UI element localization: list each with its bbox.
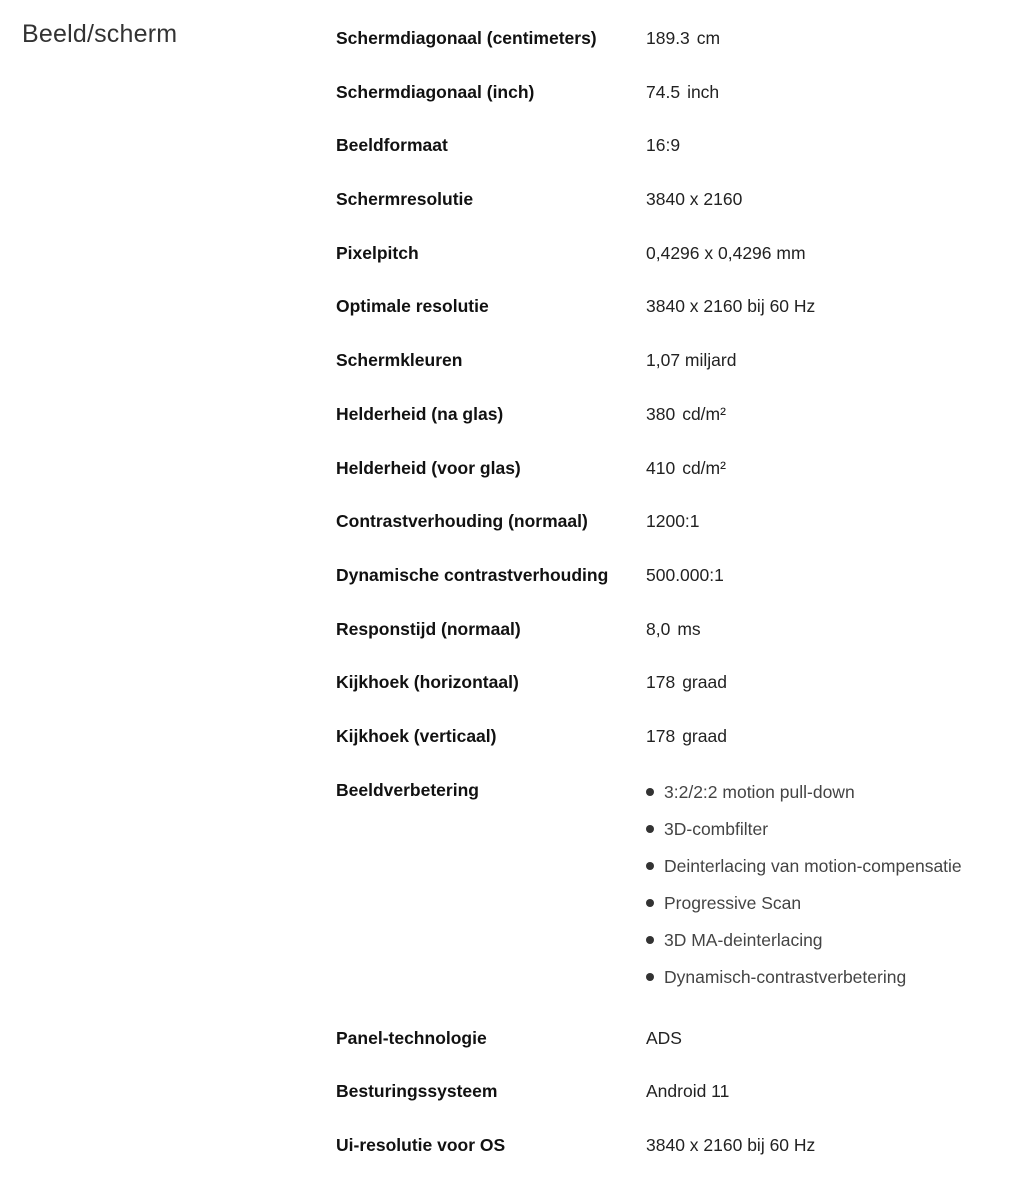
spec-row-panel-technology xyxy=(336,1022,1016,1076)
spec-value xyxy=(646,666,727,698)
spec-value: Android 11 xyxy=(646,1081,730,1102)
spec-row-response-time xyxy=(336,613,1016,667)
spec-value: 500.000:1 xyxy=(646,564,724,585)
list-item xyxy=(646,885,962,922)
spec-label: Ui-resolutie voor OS xyxy=(336,1135,506,1155)
spec-label: Helderheid (na glas) xyxy=(336,403,504,424)
spec-value xyxy=(646,22,720,54)
spec-label: Beeldverbetering xyxy=(336,779,479,800)
list-item-text: Deinterlacing van motion-compensatie xyxy=(664,856,962,877)
spec-value: 3840 x 2160 bij 60 Hz xyxy=(646,1135,816,1155)
spec-value-unit: graad xyxy=(682,725,727,746)
list-item-text: 3:2/2:2 motion pull-down xyxy=(664,782,855,803)
spec-value-number: 178 xyxy=(646,725,676,746)
spec-value-number: 380 xyxy=(646,403,676,424)
list-item-text: 3D MA-deinterlacing xyxy=(664,930,823,951)
bullet-icon xyxy=(646,936,654,944)
list-item xyxy=(646,959,962,996)
spec-label: Pixelpitch xyxy=(336,242,419,263)
spec-value-unit: cd/m² xyxy=(682,403,726,424)
bullet-icon xyxy=(646,973,654,981)
spec-value-number: 74.5 xyxy=(646,81,681,102)
spec-row-viewing-angle-horizontal xyxy=(336,666,1016,720)
spec-row-operating-system xyxy=(336,1075,1016,1129)
spec-value-number: 8,0 xyxy=(646,618,671,639)
bullet-icon xyxy=(646,862,654,870)
spec-value xyxy=(646,398,726,430)
spec-label: Panel-technologie xyxy=(336,1027,487,1048)
spec-row-aspect-ratio xyxy=(336,129,1016,183)
list-item-text: Progressive Scan xyxy=(664,893,802,914)
spec-row-screen-diagonal-inch xyxy=(336,76,1016,130)
spec-value: 3840 x 2160 bij 60 Hz xyxy=(646,296,816,317)
image-enhancement-list xyxy=(646,774,962,996)
spec-value-number: 189.3 xyxy=(646,28,690,48)
spec-label: Schermdiagonaal (centimeters) xyxy=(336,28,597,48)
spec-label: Kijkhoek (horizontaal) xyxy=(336,672,519,693)
spec-label: Responstijd (normaal) xyxy=(336,618,521,639)
spec-row-image-enhancement xyxy=(336,774,1016,1022)
spec-label: Dynamische contrastverhouding xyxy=(336,564,609,585)
spec-value-unit: inch xyxy=(687,81,720,102)
spec-value-unit: cd/m² xyxy=(682,457,726,478)
list-item-text: 3D-combfilter xyxy=(664,819,769,840)
section-title: Beeld/scherm xyxy=(22,20,178,48)
spec-row-contrast-ratio xyxy=(336,505,1016,559)
spec-value: 1,07 miljard xyxy=(646,350,737,371)
list-item xyxy=(646,774,962,811)
spec-value xyxy=(646,613,701,645)
spec-value xyxy=(646,76,719,108)
spec-value-unit: ms xyxy=(677,618,701,639)
list-item xyxy=(646,848,962,885)
spec-row-pixel-pitch xyxy=(336,237,1016,291)
spec-value-number: 410 xyxy=(646,457,676,478)
spec-label: Schermkleuren xyxy=(336,350,463,371)
spec-row-viewing-angle-vertical xyxy=(336,720,1016,774)
spec-label: Kijkhoek (verticaal) xyxy=(336,725,497,746)
spec-value-unit: graad xyxy=(682,672,727,693)
spec-value: 3840 x 2160 xyxy=(646,189,743,210)
spec-value: 1200:1 xyxy=(646,511,700,532)
spec-value xyxy=(646,452,726,484)
spec-label: Schermresolutie xyxy=(336,189,474,210)
spec-value: 16:9 xyxy=(646,135,681,156)
spec-row-screen-diagonal-cm xyxy=(336,22,1016,76)
list-item-text: Dynamisch-contrastverbetering xyxy=(664,967,907,988)
spec-row-screen-resolution xyxy=(336,183,1016,237)
spec-value-unit: cm xyxy=(696,28,721,48)
spec-list xyxy=(336,22,1016,1183)
spec-label: Besturingssysteem xyxy=(336,1081,498,1102)
spec-label: Beeldformaat xyxy=(336,135,448,156)
spec-row-brightness-before-glass xyxy=(336,452,1016,506)
spec-label: Schermdiagonaal (inch) xyxy=(336,81,535,102)
spec-row-optimal-resolution xyxy=(336,290,1016,344)
spec-row-dynamic-contrast-ratio xyxy=(336,559,1016,613)
spec-label: Helderheid (voor glas) xyxy=(336,457,521,478)
spec-row-brightness-after-glass xyxy=(336,398,1016,452)
spec-row-screen-colors xyxy=(336,344,1016,398)
spec-value: ADS xyxy=(646,1027,682,1048)
spec-value xyxy=(646,720,727,752)
spec-row-ui-resolution xyxy=(336,1129,1016,1183)
list-item xyxy=(646,811,962,848)
bullet-icon xyxy=(646,899,654,907)
list-item xyxy=(646,922,962,959)
spec-value: 0,4296 x 0,4296 mm xyxy=(646,242,806,263)
spec-label: Optimale resolutie xyxy=(336,296,489,317)
bullet-icon xyxy=(646,825,654,833)
bullet-icon xyxy=(646,788,654,796)
spec-label: Contrastverhouding (normaal) xyxy=(336,511,588,532)
spec-value-number: 178 xyxy=(646,672,676,693)
